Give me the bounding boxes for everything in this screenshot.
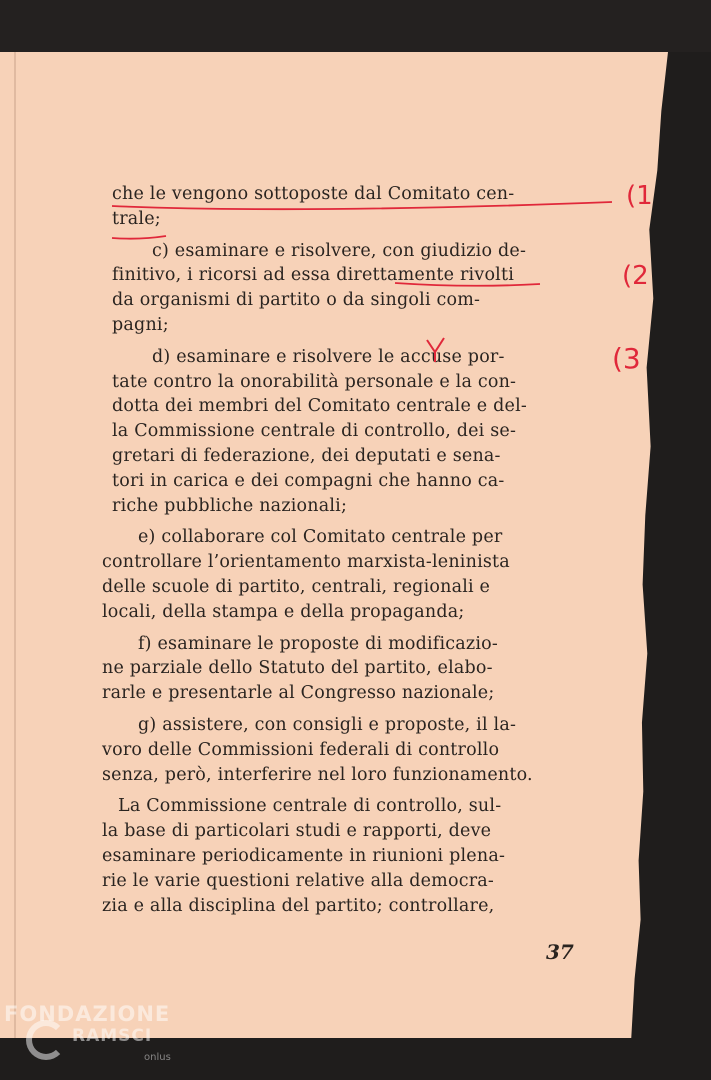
text-line: gretari di federazione, dei deputati e sena- bbox=[112, 445, 501, 466]
text-line: che le vengono sottoposte dal Comitato cen- bbox=[112, 184, 515, 204]
logo-line-1: FONDAZIONE bbox=[4, 1002, 171, 1026]
text-line: dotta dei membri del Comitato centrale e del- bbox=[112, 396, 527, 417]
text-line: finitivo, i ricorsi ad essa direttamente rivolti bbox=[112, 265, 514, 286]
text-line: riche pubbliche nazionali; bbox=[112, 495, 348, 516]
logo-line-3: onlus bbox=[144, 1052, 171, 1063]
text-line: tate contro la onorabilità personale e la con- bbox=[112, 371, 517, 392]
text-line: delle scuole di partito, centrali, regionali e bbox=[102, 576, 491, 597]
text-line: e) collaborare col Comitato centrale per bbox=[138, 527, 503, 548]
text-line: senza, però, interferire nel loro funzionamento. bbox=[102, 764, 533, 785]
text-line: rarle e presentarle al Congresso nazionale; bbox=[102, 683, 495, 704]
margin-mark-2: (2 bbox=[622, 261, 649, 291]
margin-mark-3: (3 bbox=[612, 342, 641, 375]
text-line: la base di particolari studi e rapporti, deve bbox=[102, 821, 492, 842]
text-line: locali, della stampa e della propaganda; bbox=[102, 601, 465, 622]
text-line: c) esaminare e risolvere, con giudizio de- bbox=[152, 240, 527, 261]
text-line: da organismi di partito o da singoli com- bbox=[112, 290, 481, 311]
text-line: pagni; bbox=[112, 314, 169, 335]
text-line: La Commissione centrale di controllo, sul- bbox=[118, 796, 502, 817]
text-line: g) assistere, con consigli e proposte, il la- bbox=[138, 714, 517, 735]
logo-line-2: RAMSCI bbox=[72, 1026, 153, 1046]
text-line: rie le varie questioni relative alla democra- bbox=[102, 870, 495, 891]
logo-g-mark bbox=[26, 1020, 66, 1060]
body-text bbox=[102, 182, 612, 918]
scan-background-top bbox=[0, 0, 711, 52]
page-fold-edge bbox=[14, 52, 16, 1038]
text-line: trale; bbox=[112, 208, 161, 229]
text-line: f) esaminare le proposte di modificazio- bbox=[138, 633, 498, 654]
page-number: 37 bbox=[546, 940, 574, 964]
margin-mark-1: (1 bbox=[626, 181, 653, 211]
text-line: voro delle Commissioni federali di controllo bbox=[102, 739, 500, 760]
text-line: controllare l’orientamento marxista-leninista bbox=[102, 552, 510, 573]
text-line: zia e alla disciplina del partito; controllare, bbox=[102, 895, 495, 916]
text-line: la Commissione centrale di controllo, dei se- bbox=[112, 421, 517, 442]
text-line: d) esaminare e risolvere le accuse por- bbox=[152, 346, 505, 367]
text-line: esaminare periodicamente in riunioni plena- bbox=[102, 845, 506, 866]
fondazione-gramsci-logo bbox=[4, 1000, 204, 1078]
text-line: tori in carica e dei compagni che hanno ca- bbox=[112, 470, 505, 491]
text-line: ne parziale dello Statuto del partito, elabo- bbox=[102, 658, 493, 679]
